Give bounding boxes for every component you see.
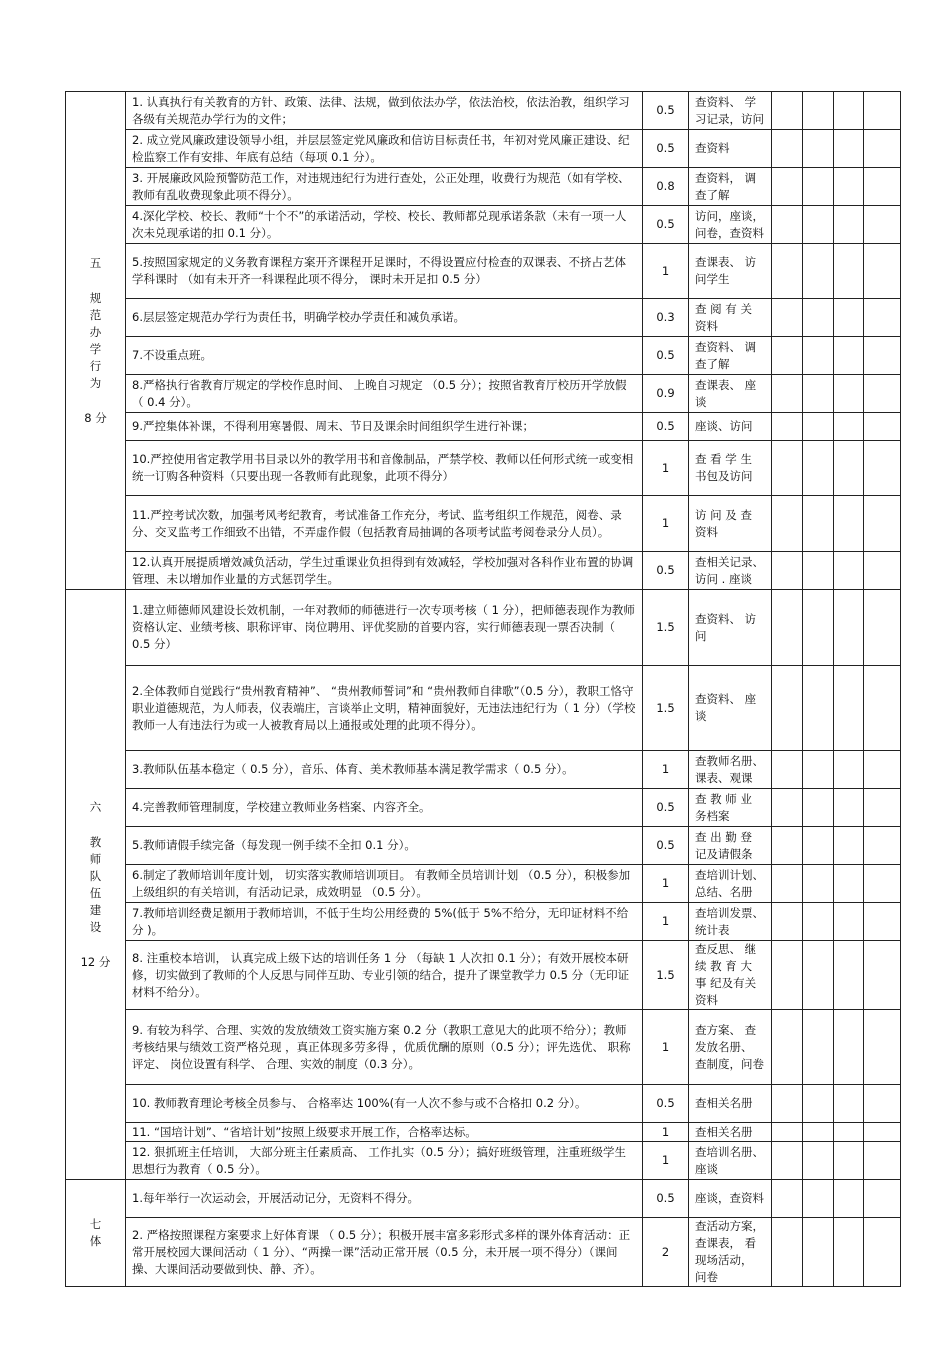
empty-score-cell bbox=[864, 413, 901, 441]
empty-score-cell bbox=[834, 244, 864, 299]
category-cell bbox=[66, 1180, 126, 1287]
empty-score-cell bbox=[803, 244, 834, 299]
empty-score-cell bbox=[864, 130, 901, 168]
item-text: 9.严控集体补课，不得利用寒暑假、周末、节日及课余时间组织学生进行补课； bbox=[126, 413, 643, 441]
item-text: 1. 认真执行有关教育的方针、政策、法律、法规，做到依法办学，依法治校，依法治教，组织学习各级有关规范办学行为的文件； bbox=[126, 92, 643, 130]
empty-score-cell bbox=[772, 375, 803, 413]
score-cell: 1 bbox=[643, 1123, 689, 1142]
category-char: 教 bbox=[89, 834, 102, 849]
score-cell: 2 bbox=[643, 1218, 689, 1287]
category-char: 七 bbox=[89, 1217, 102, 1231]
category-char: 师 bbox=[89, 851, 102, 866]
method-cell: 查资料、 学习记录，访问 bbox=[689, 92, 772, 130]
table-row bbox=[66, 552, 901, 590]
method-cell: 查培训计划、总结、名册 bbox=[689, 865, 772, 903]
score-cell: 1 bbox=[643, 244, 689, 299]
item-text: 11.严控考试次数，加强考风考纪教育，考试准备工作充分，考试、监考组织工作规范，阅卷、录分、交叉监考工作细致不出错，不弄虚作假（包括教育局抽调的各项考试监考阅卷录分人员）。 bbox=[126, 496, 643, 552]
category-char: 学 bbox=[89, 341, 102, 356]
empty-score-cell bbox=[834, 92, 864, 130]
empty-score-cell bbox=[864, 337, 901, 375]
empty-score-cell bbox=[803, 1123, 834, 1142]
category-char: 设 bbox=[89, 919, 102, 934]
empty-score-cell bbox=[803, 1010, 834, 1085]
score-cell: 0.5 bbox=[643, 130, 689, 168]
method-cell: 访问，座谈，问卷，查资料 bbox=[689, 206, 772, 244]
empty-score-cell bbox=[834, 206, 864, 244]
empty-score-cell bbox=[834, 666, 864, 751]
method-cell: 查资料， 调查了解 bbox=[689, 168, 772, 206]
category-char: 伍 bbox=[89, 885, 102, 900]
item-text: 8. 注重校本培训， 认真完成上级下达的培训任务 1 分 （每缺 1 人次扣 0.1 分）；有效开展校本研修，切实做到了教师的个人反思与同伴互助、专业引领的结合，提升了课堂教学力 0.5 分（无印证材料不给分）。 bbox=[126, 941, 643, 1010]
empty-score-cell bbox=[772, 168, 803, 206]
empty-score-cell bbox=[772, 751, 803, 789]
empty-score-cell bbox=[803, 206, 834, 244]
empty-score-cell bbox=[864, 168, 901, 206]
empty-score-cell bbox=[864, 666, 901, 751]
table-row bbox=[66, 865, 901, 903]
table-row bbox=[66, 1218, 901, 1287]
empty-score-cell bbox=[864, 751, 901, 789]
table-row bbox=[66, 751, 901, 789]
category-char: 体 bbox=[89, 1234, 102, 1248]
table-row bbox=[66, 1010, 901, 1085]
empty-score-cell bbox=[772, 299, 803, 337]
empty-score-cell bbox=[834, 751, 864, 789]
method-cell: 查活动方案，查课表， 看现场活动， 问卷 bbox=[689, 1218, 772, 1287]
empty-score-cell bbox=[803, 789, 834, 827]
method-cell: 查资料 bbox=[689, 130, 772, 168]
empty-score-cell bbox=[772, 206, 803, 244]
item-text: 6.制定了教师培训年度计划， 切实落实教师培训项目。 有教师全员培训计划 （0.5 分），积极参加上级组织的有关培训，有活动记录，成效明显 （0.5 分）。 bbox=[126, 865, 643, 903]
score-cell: 1 bbox=[643, 751, 689, 789]
item-text: 8.严格执行省教育厅规定的学校作息时间、 上晚自习规定 （0.5 分）；按照省教育厅校历开学放假（ 0.4 分）。 bbox=[126, 375, 643, 413]
table-row bbox=[66, 413, 901, 441]
empty-score-cell bbox=[834, 168, 864, 206]
empty-score-cell bbox=[803, 375, 834, 413]
empty-score-cell bbox=[803, 590, 834, 666]
table-row bbox=[66, 496, 901, 552]
empty-score-cell bbox=[772, 1180, 803, 1218]
empty-score-cell bbox=[803, 441, 834, 496]
category-cell bbox=[66, 92, 126, 590]
empty-score-cell bbox=[864, 590, 901, 666]
empty-score-cell bbox=[864, 92, 901, 130]
empty-score-cell bbox=[834, 865, 864, 903]
empty-score-cell bbox=[864, 299, 901, 337]
empty-score-cell bbox=[834, 789, 864, 827]
empty-score-cell bbox=[772, 1218, 803, 1287]
empty-score-cell bbox=[803, 496, 834, 552]
item-text: 12. 狠抓班主任培训， 大部分班主任素质高、 工作扎实（0.5 分）；搞好班级管理，注重班级学生思想行为教育（ 0.5 分）。 bbox=[126, 1142, 643, 1180]
method-cell: 查课表、 座谈 bbox=[689, 375, 772, 413]
empty-score-cell bbox=[864, 244, 901, 299]
empty-score-cell bbox=[772, 590, 803, 666]
empty-score-cell bbox=[803, 168, 834, 206]
item-text: 2.全体教师自觉践行“贵州教育精神”、 “贵州教师誓词”和 “贵州教师自律歌”（0.5 分），教职工恪守职业道德规范，为人师表，仪表端庄，言谈举止文明，精神面貌好，无违法违纪行为（ 1 分）（学校教师一人有违法行为或一人被教育局以上通报或处理的此项不得分）。 bbox=[126, 666, 643, 751]
empty-score-cell bbox=[772, 1123, 803, 1142]
empty-score-cell bbox=[772, 1085, 803, 1123]
empty-score-cell bbox=[803, 941, 834, 1010]
score-cell: 0.5 bbox=[643, 552, 689, 590]
empty-score-cell bbox=[864, 1123, 901, 1142]
table-row bbox=[66, 666, 901, 751]
empty-score-cell bbox=[834, 1123, 864, 1142]
score-cell: 0.5 bbox=[643, 789, 689, 827]
empty-score-cell bbox=[864, 552, 901, 590]
score-cell: 1 bbox=[643, 903, 689, 941]
empty-score-cell bbox=[772, 92, 803, 130]
score-cell: 1 bbox=[643, 865, 689, 903]
item-text: 12.认真开展提质增效减负活动，学生过重课业负担得到有效减轻，学校加强对各科作业布置的协调管理、未以增加作业量的方式惩罚学生。 bbox=[126, 552, 643, 590]
empty-score-cell bbox=[772, 552, 803, 590]
method-cell: 查培训名册、座谈 bbox=[689, 1142, 772, 1180]
empty-score-cell bbox=[803, 903, 834, 941]
method-cell: 座谈、访问 bbox=[689, 413, 772, 441]
score-cell: 0.3 bbox=[643, 299, 689, 337]
empty-score-cell bbox=[803, 1142, 834, 1180]
empty-score-cell bbox=[834, 413, 864, 441]
item-text: 4.完善教师管理制度，学校建立教师业务档案、内容齐全。 bbox=[126, 789, 643, 827]
empty-score-cell bbox=[772, 413, 803, 441]
empty-score-cell bbox=[772, 130, 803, 168]
empty-score-cell bbox=[772, 941, 803, 1010]
empty-score-cell bbox=[834, 1218, 864, 1287]
table-row bbox=[66, 1180, 901, 1218]
item-text: 7.不设重点班。 bbox=[126, 337, 643, 375]
item-text: 9. 有较为科学、合理、实效的发放绩效工资实施方案 0.2 分（教职工意见大的此项不给分）；教师考核结果与绩效工资严格兑现 ，真正体现多劳多得 ，优质优酬的原则（0.5 分）；评先选优、 职称评定、 岗位设置有科学、 合理、实效的制度（0.3 分）。 bbox=[126, 1010, 643, 1085]
score-cell: 1 bbox=[643, 441, 689, 496]
method-cell: 查方案、 查发放名册、 查制度，问卷 bbox=[689, 1010, 772, 1085]
empty-score-cell bbox=[803, 827, 834, 865]
table-row bbox=[66, 299, 901, 337]
empty-score-cell bbox=[772, 827, 803, 865]
table-row bbox=[66, 206, 901, 244]
method-cell: 查 出 勤 登 记及请假条 bbox=[689, 827, 772, 865]
table-row bbox=[66, 337, 901, 375]
empty-score-cell bbox=[772, 441, 803, 496]
table-row bbox=[66, 244, 901, 299]
method-cell: 查反思、 继续 教 育 大 事 纪及有关资料 bbox=[689, 941, 772, 1010]
method-cell: 查资料、 座谈 bbox=[689, 666, 772, 751]
table-row bbox=[66, 1123, 901, 1142]
empty-score-cell bbox=[834, 903, 864, 941]
empty-score-cell bbox=[864, 1142, 901, 1180]
empty-score-cell bbox=[834, 1085, 864, 1123]
category-char: 规 bbox=[89, 290, 102, 305]
score-cell: 0.8 bbox=[643, 168, 689, 206]
category-char: 范 bbox=[89, 307, 102, 322]
table-row bbox=[66, 92, 901, 130]
item-text: 5.教师请假手续完备（每发现一例手续不全扣 0.1 分）。 bbox=[126, 827, 643, 865]
category-char: 队 bbox=[89, 868, 102, 883]
empty-score-cell bbox=[834, 1010, 864, 1085]
item-text: 1.每年举行一次运动会，开展活动记分，无资料不得分。 bbox=[126, 1180, 643, 1218]
score-cell: 0.5 bbox=[643, 1180, 689, 1218]
empty-score-cell bbox=[834, 1142, 864, 1180]
item-text: 10. 教师教育理论考核全员参与、 合格率达 100%(有一人次不参与或不合格扣 0.2 分）。 bbox=[126, 1085, 643, 1123]
empty-score-cell bbox=[864, 827, 901, 865]
empty-score-cell bbox=[834, 441, 864, 496]
empty-score-cell bbox=[864, 1218, 901, 1287]
empty-score-cell bbox=[803, 666, 834, 751]
item-text: 6.层层签定规范办学行为责任书，明确学校办学责任和减负承诺。 bbox=[126, 299, 643, 337]
empty-score-cell bbox=[772, 1010, 803, 1085]
table-row bbox=[66, 941, 901, 1010]
item-text: 1.建立师德师风建设长效机制，一年对教师的师德进行一次专项考核（ 1 分），把师德表现作为教师资格认定、业绩考核、职称评审、岗位聘用、评优奖励的首要内容，实行师德表现一票否决制（ 0.5 分） bbox=[126, 590, 643, 666]
score-cell: 1 bbox=[643, 496, 689, 552]
category-cell bbox=[66, 590, 126, 1180]
empty-score-cell bbox=[772, 903, 803, 941]
empty-score-cell bbox=[772, 496, 803, 552]
empty-score-cell bbox=[803, 413, 834, 441]
table-row bbox=[66, 590, 901, 666]
score-cell: 1.5 bbox=[643, 666, 689, 751]
method-cell: 查教师名册、课表、观课 bbox=[689, 751, 772, 789]
method-cell: 查相关名册 bbox=[689, 1123, 772, 1142]
empty-score-cell bbox=[864, 941, 901, 1010]
category-char: 8 分 bbox=[84, 410, 107, 425]
item-text: 3. 开展廉政风险预警防范工作，对违规违纪行为进行查处，公正处理，收费行为规范（如有学校、教师有乱收费现象此项不得分）。 bbox=[126, 168, 643, 206]
score-cell: 0.5 bbox=[643, 206, 689, 244]
empty-score-cell bbox=[864, 496, 901, 552]
table-row bbox=[66, 1142, 901, 1180]
empty-score-cell bbox=[834, 590, 864, 666]
item-text: 5.按照国家规定的义务教育课程方案开齐课程开足课时，不得设置应付检查的双课表、不挤占艺体学科课时 （如有未开齐一科课程此项不得分， 课时未开足扣 0.5 分） bbox=[126, 244, 643, 299]
score-cell: 0.9 bbox=[643, 375, 689, 413]
empty-score-cell bbox=[803, 92, 834, 130]
method-cell: 查 教 师 业 务档案 bbox=[689, 789, 772, 827]
empty-score-cell bbox=[834, 130, 864, 168]
table-row bbox=[66, 441, 901, 496]
empty-score-cell bbox=[834, 375, 864, 413]
method-cell: 访 问 及 查 资料 bbox=[689, 496, 772, 552]
category-char: 办 bbox=[89, 324, 102, 339]
item-text: 3.教师队伍基本稳定（ 0.5 分），音乐、体育、美术教师基本满足教学需求（ 0.5 分）。 bbox=[126, 751, 643, 789]
category-char: 建 bbox=[89, 902, 102, 917]
empty-score-cell bbox=[772, 337, 803, 375]
category-char: 为 bbox=[89, 375, 102, 390]
table-row bbox=[66, 375, 901, 413]
empty-score-cell bbox=[772, 1142, 803, 1180]
empty-score-cell bbox=[772, 865, 803, 903]
empty-score-cell bbox=[834, 337, 864, 375]
score-cell: 0.5 bbox=[643, 92, 689, 130]
empty-score-cell bbox=[834, 299, 864, 337]
item-text: 7.教师培训经费足额用于教师培训，不低于生均公用经费的 5%(低于 5%不给分，无印证材料不给分 )。 bbox=[126, 903, 643, 941]
empty-score-cell bbox=[803, 299, 834, 337]
empty-score-cell bbox=[834, 552, 864, 590]
score-cell: 1.5 bbox=[643, 590, 689, 666]
item-text: 11. “国培计划”、“省培计划”按照上级要求开展工作，合格率达标。 bbox=[126, 1123, 643, 1142]
empty-score-cell bbox=[864, 441, 901, 496]
empty-score-cell bbox=[803, 1085, 834, 1123]
empty-score-cell bbox=[803, 130, 834, 168]
method-cell: 查 阅 有 关 资料 bbox=[689, 299, 772, 337]
score-cell: 0.5 bbox=[643, 1085, 689, 1123]
empty-score-cell bbox=[864, 903, 901, 941]
item-text: 2. 成立党风廉政建设领导小组，并层层签定党风廉政和信访目标责任书，年初对党风廉正建设、纪检监察工作有安排、年底有总结（每项 0.1 分）。 bbox=[126, 130, 643, 168]
empty-score-cell bbox=[803, 552, 834, 590]
empty-score-cell bbox=[772, 666, 803, 751]
method-cell: 查资料、 访问 bbox=[689, 590, 772, 666]
empty-score-cell bbox=[803, 337, 834, 375]
item-text: 4.深化学校、校长、教师“十个不”的承诺活动，学校、校长、教师都兑现承诺条款（未有一项一人次未兑现承诺的扣 0.1 分）。 bbox=[126, 206, 643, 244]
table-row bbox=[66, 130, 901, 168]
table-row bbox=[66, 903, 901, 941]
empty-score-cell bbox=[834, 1180, 864, 1218]
method-cell: 查相关记录、访问 . 座谈 bbox=[689, 552, 772, 590]
method-cell: 查资料、 调查了解 bbox=[689, 337, 772, 375]
method-cell: 查课表、 访问学生 bbox=[689, 244, 772, 299]
category-char: 行 bbox=[89, 358, 102, 373]
table-row bbox=[66, 1085, 901, 1123]
empty-score-cell bbox=[864, 1010, 901, 1085]
empty-score-cell bbox=[864, 206, 901, 244]
empty-score-cell bbox=[803, 751, 834, 789]
score-cell: 0.5 bbox=[643, 827, 689, 865]
empty-score-cell bbox=[834, 496, 864, 552]
empty-score-cell bbox=[864, 865, 901, 903]
empty-score-cell bbox=[803, 1180, 834, 1218]
empty-score-cell bbox=[864, 1085, 901, 1123]
score-cell: 1.5 bbox=[643, 941, 689, 1010]
empty-score-cell bbox=[864, 1180, 901, 1218]
category-char: 六 bbox=[89, 799, 102, 814]
table-row bbox=[66, 168, 901, 206]
table-row bbox=[66, 789, 901, 827]
empty-score-cell bbox=[772, 244, 803, 299]
evaluation-table bbox=[65, 91, 901, 1287]
empty-score-cell bbox=[803, 1218, 834, 1287]
empty-score-cell bbox=[864, 375, 901, 413]
empty-score-cell bbox=[834, 827, 864, 865]
score-cell: 1 bbox=[643, 1010, 689, 1085]
score-cell: 1 bbox=[643, 1142, 689, 1180]
method-cell: 查 看 学 生 书包及访问 bbox=[689, 441, 772, 496]
method-cell: 查相关名册 bbox=[689, 1085, 772, 1123]
category-char: 五 bbox=[89, 255, 102, 270]
score-cell: 0.5 bbox=[643, 337, 689, 375]
item-text: 10.严控使用省定教学用书目录以外的教学用书和音像制品，严禁学校、教师以任何形式统一或变相统一订购各种资料（只要出现一各教师有此现象，此项不得分） bbox=[126, 441, 643, 496]
category-char: 12 分 bbox=[80, 954, 111, 969]
empty-score-cell bbox=[834, 941, 864, 1010]
method-cell: 查培训发票、统计表 bbox=[689, 903, 772, 941]
empty-score-cell bbox=[864, 789, 901, 827]
empty-score-cell bbox=[772, 789, 803, 827]
item-text: 2. 严格按照课程方案要求上好体育课 （ 0.5 分）；积极开展丰富多彩形式多样的课外体育活动：正常开展校园大课间活动（ 1 分）、“两操一课”活动正常开展（0.5 分，未开展一项不得分）（课间操、大课间活动要做到快、静、齐）。 bbox=[126, 1218, 643, 1287]
method-cell: 座谈，查资料 bbox=[689, 1180, 772, 1218]
table-row bbox=[66, 827, 901, 865]
score-cell: 0.5 bbox=[643, 413, 689, 441]
empty-score-cell bbox=[803, 865, 834, 903]
